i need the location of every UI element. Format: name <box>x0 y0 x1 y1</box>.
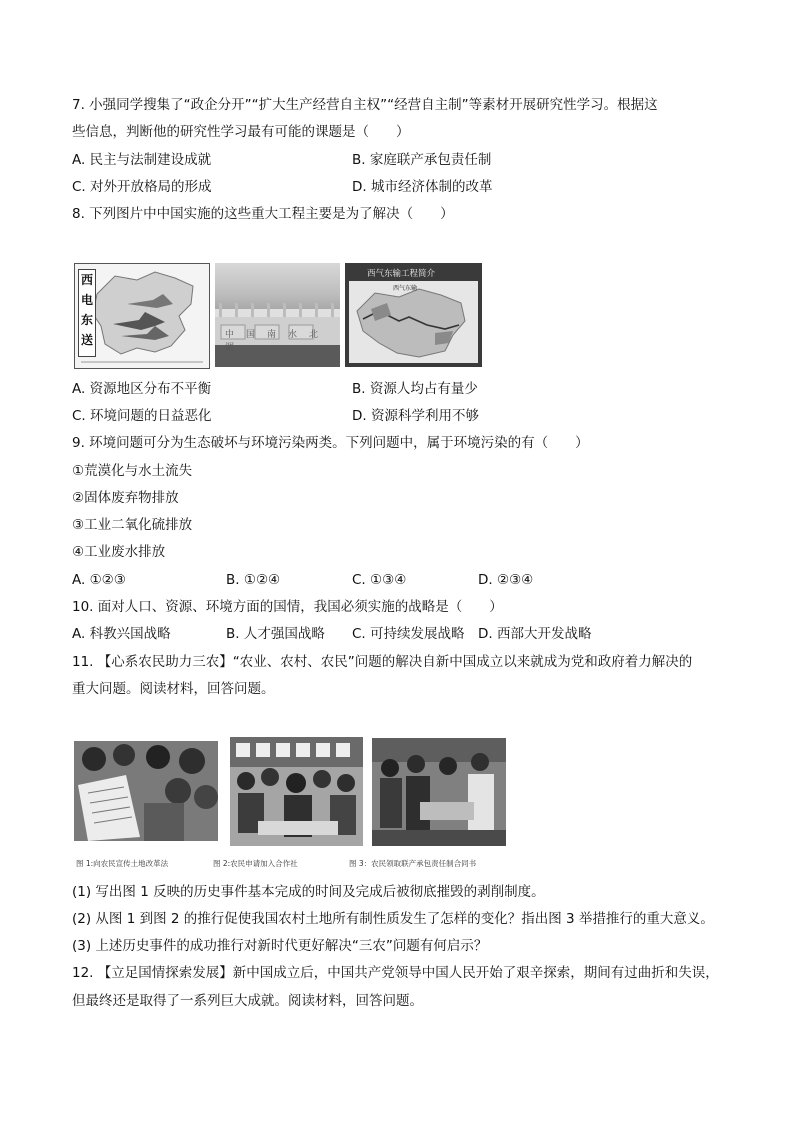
q9-stem: 9. 环境问题可分为生态破坏与环境污染两类。下列问题中，属于环境污染的有（ ） <box>72 435 589 451</box>
q11-stem-line1: 11. 【心系农民助力三农】“农业、农村、农民”问题的解决自新中国成立以来就成为党和政府着力解决的 <box>72 654 693 670</box>
q7-option-b: B. 家庭联产承包责任制 <box>352 152 492 168</box>
q11-stem-line2: 重大问题。阅读材料，回答问题。 <box>72 681 275 697</box>
q10-option-b: B. 人才强国战略 <box>226 626 325 642</box>
gas-map-sublabel: 西气东输 <box>393 285 418 292</box>
q11-sub-1: (1) 写出图 1 反映的历史事件基本完成的时间及完成后被彻底摧毁的剥削制度。 <box>72 884 545 900</box>
contract-photo <box>372 738 506 846</box>
q9-option-d: D. ②③④ <box>478 572 534 588</box>
q7-option-c: C. 对外开放格局的形成 <box>72 179 212 195</box>
q8-option-a: A. 资源地区分布不平衡 <box>72 381 212 397</box>
q9-option-b: B. ①②④ <box>226 572 281 588</box>
figure-3-caption: 图 3：农民领取联产承包责任制合同书 <box>349 859 477 868</box>
q9-item-4: ④工业废水排放 <box>72 544 166 560</box>
q7-option-d: D. 城市经济体制的改革 <box>352 179 493 195</box>
q9-option-c: C. ①③④ <box>352 572 407 588</box>
q9-item-3: ③工业二氧化硫排放 <box>72 517 193 533</box>
q11-sub-3: (3) 上述历史事件的成功推行对新时代更好解决“三农”问题有何启示？ <box>72 938 488 954</box>
west-east-power-map <box>74 263 210 369</box>
q10-option-c: C. 可持续发展战略 <box>352 626 465 642</box>
gas-map-panel <box>349 281 478 363</box>
q12-stem-line1: 12. 【立足国情探索发展】新中国成立后，中国共产党领导中国人民开始了艰辛探索，期间有过曲折和失误， <box>72 965 719 981</box>
q8-option-b: B. 资源人均占有量少 <box>352 381 478 397</box>
q9-option-a: A. ①②③ <box>72 572 126 588</box>
figure-2-caption: 图 2:农民申请加入合作社 <box>213 859 298 868</box>
figure-1-caption: 图 1:向农民宣传土地改革法 <box>76 859 169 868</box>
q8-option-d: D. 资源科学利用不够 <box>352 408 479 424</box>
south-north-water-photo <box>215 263 340 367</box>
q10-stem: 10. 面对人口、资源、环境方面的国情，我国必须实施的战略是（ ） <box>72 599 503 615</box>
q9-item-1: ①荒漠化与水土流失 <box>72 463 193 479</box>
west-east-power-label: 西电东送 <box>78 269 96 357</box>
q9-item-2: ②固体废弃物排放 <box>72 490 179 506</box>
q8-option-c: C. 环境问题的日益恶化 <box>72 408 212 424</box>
q7-option-a: A. 民主与法制建设成就 <box>72 152 212 168</box>
land-reform-photo <box>74 741 218 841</box>
q7-stem-line2: 些信息，判断他的研究性学习最有可能的课题是（ ） <box>72 124 410 140</box>
q8-stem: 8. 下列图片中中国实施的这些重大工程主要是为了解决（ ） <box>72 206 454 222</box>
q12-stem-line2: 但最终还是取得了一系列巨大成就。阅读材料，回答问题。 <box>72 993 423 1009</box>
q7-stem-line1: 7. 小强同学搜集了“政企分开”“扩大生产经营自主权”“经营自主制”等素材开展研究性学习。根据这 <box>72 97 658 113</box>
cooperative-photo <box>230 737 363 846</box>
q10-option-d: D. 西部大开发战略 <box>478 626 592 642</box>
q10-option-a: A. 科教兴国战略 <box>72 626 171 642</box>
south-north-water-label: 中国南水北调 <box>225 330 331 353</box>
west-east-gas-title: 西气东输工程简介 <box>367 269 436 279</box>
west-east-gas-map <box>345 263 482 367</box>
q11-sub-2: (2) 从图 1 到图 2 的推行促使我国农村土地所有制性质发生了怎样的变化？指出图 3 举措推行的重大意义。 <box>72 911 714 927</box>
